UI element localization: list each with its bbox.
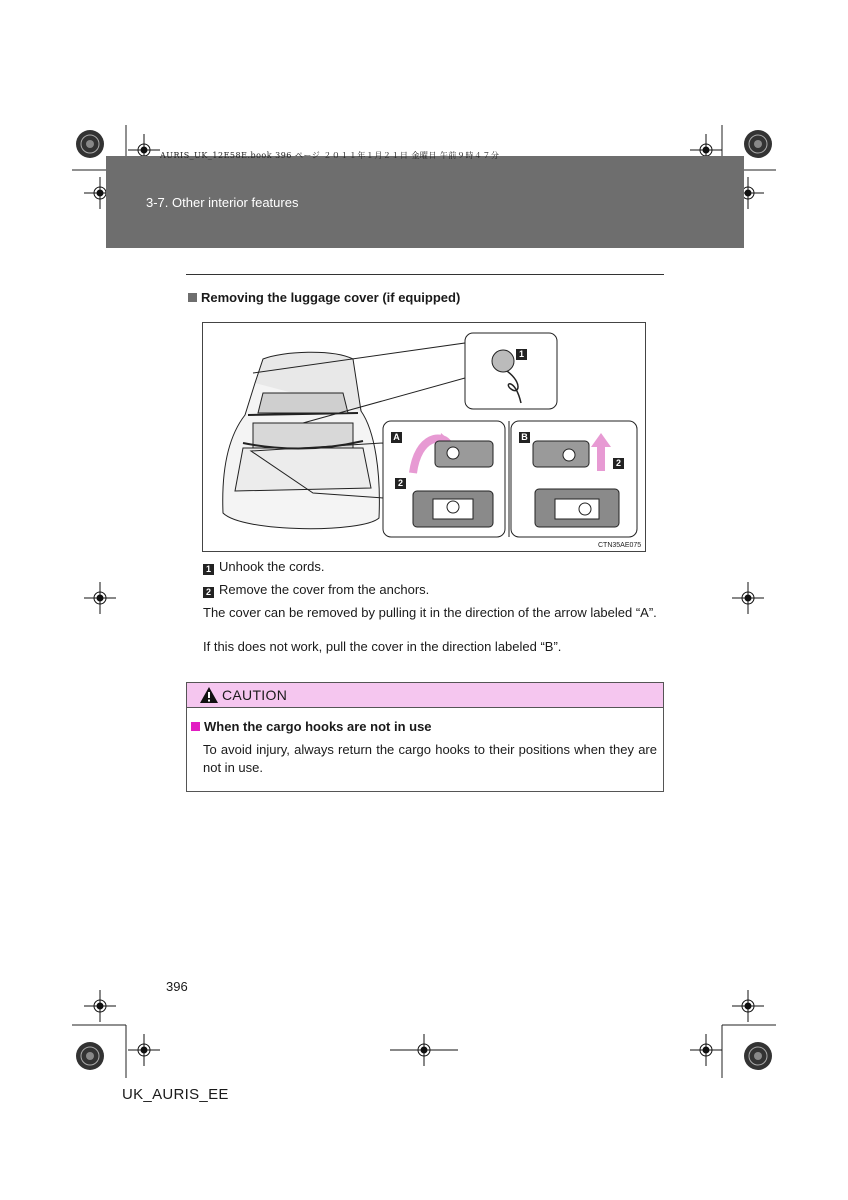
callout-1: 1 bbox=[516, 343, 532, 361]
step-2: 2 Remove the cover from the anchors. bbox=[203, 582, 429, 598]
note-paragraph-1: The cover can be removed by pulling it in the direction of the arrow labeled “A”. bbox=[203, 605, 657, 620]
figure-code: CTN35AE075 bbox=[598, 542, 642, 549]
divider bbox=[186, 274, 664, 275]
section-title: 3-7. Other interior features bbox=[146, 195, 299, 210]
callout-2-left: 2 bbox=[395, 472, 411, 490]
note-paragraph-2: If this does not work, pull the cover in the direction labeled “B”. bbox=[203, 639, 562, 654]
luggage-cover-diagram bbox=[203, 323, 645, 551]
caution-label: CAUTION bbox=[222, 687, 288, 703]
square-bullet-icon bbox=[188, 293, 197, 302]
caution-subheading: When the cargo hooks are not in use bbox=[191, 719, 432, 734]
callout-b: B bbox=[519, 426, 535, 444]
inset-cord bbox=[465, 333, 557, 409]
warning-triangle-icon bbox=[199, 686, 219, 704]
car-rear-drawing bbox=[223, 352, 380, 528]
color-wheel-icon bbox=[76, 130, 772, 1070]
section-heading: Removing the luggage cover (if equipped) bbox=[188, 290, 460, 305]
callout-a: A bbox=[391, 426, 407, 444]
step-1: 1 Unhook the cords. bbox=[203, 559, 325, 575]
callout-2-right: 2 bbox=[613, 452, 629, 470]
figure-illustration bbox=[202, 322, 646, 552]
caution-text: To avoid injury, always return the cargo hooks to their positions when they are not in use. bbox=[203, 742, 657, 775]
print-info: AURIS_UK_12E58E.book 396 ページ ２０１１年１月２１日 金曜日 午前９時４７分 bbox=[160, 151, 500, 160]
document-code: UK_AURIS_EE bbox=[122, 1086, 229, 1103]
page-number: 396 bbox=[166, 979, 188, 994]
square-bullet-icon bbox=[191, 722, 200, 731]
